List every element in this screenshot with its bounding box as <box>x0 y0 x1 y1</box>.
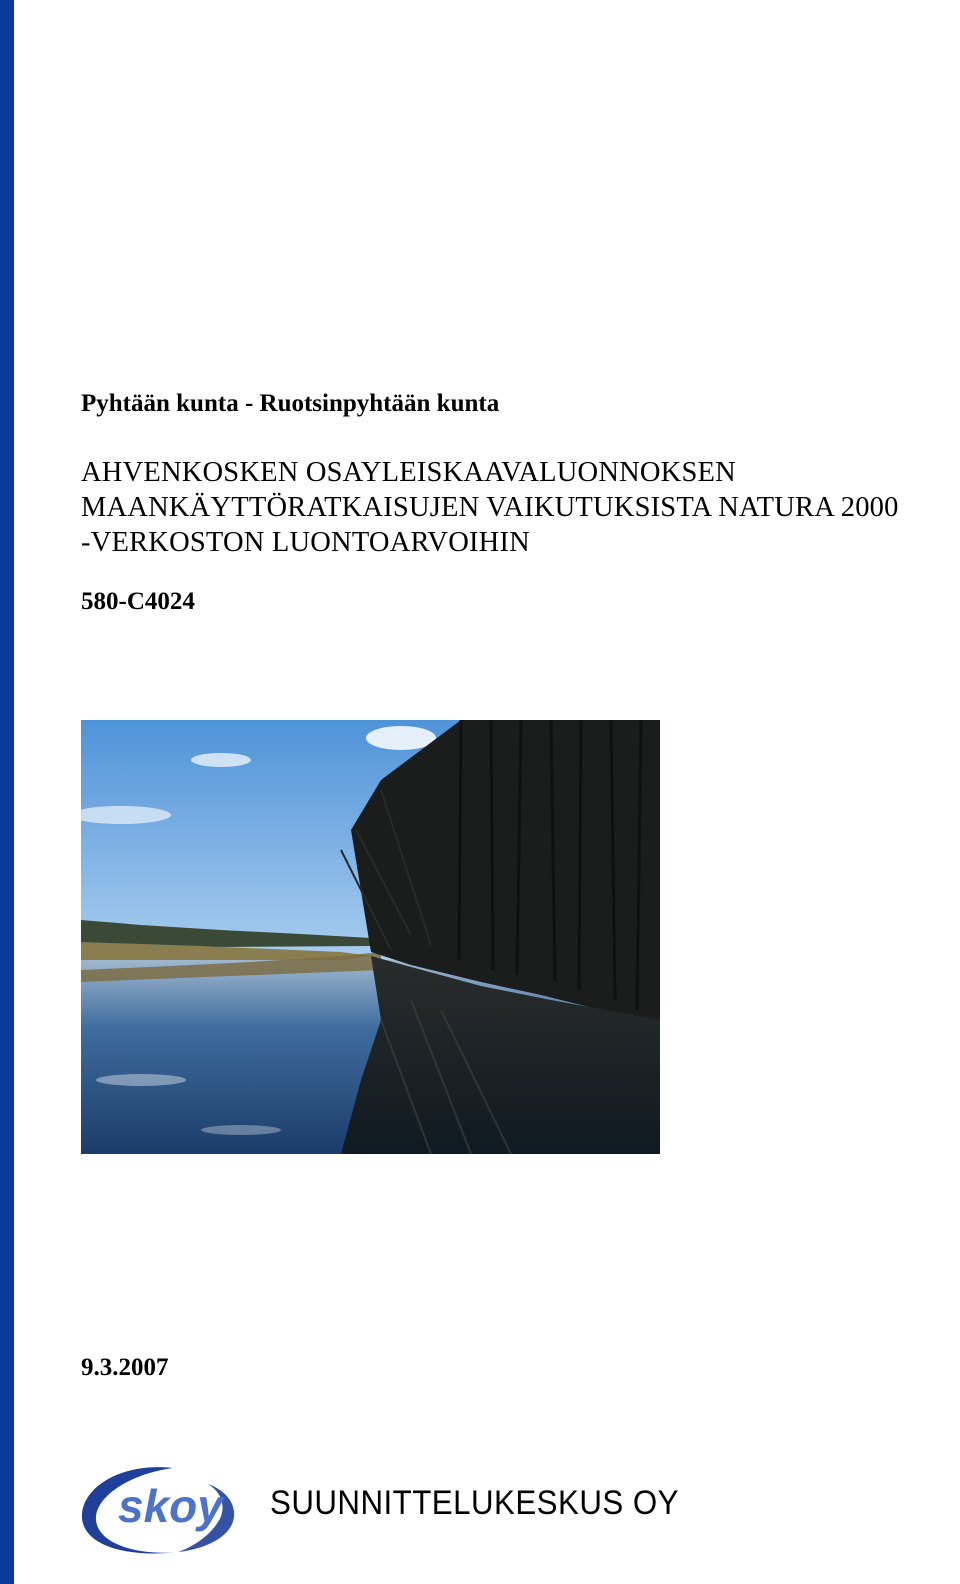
municipality-subtitle: Pyhtään kunta - Ruotsinpyhtään kunta <box>81 390 500 417</box>
report-code: 580-C4024 <box>81 588 195 615</box>
side-accent-bar <box>0 0 14 1584</box>
company-name: SUUNNITTELUKESKUS OY <box>270 1484 679 1522</box>
skoy-logo <box>78 1460 238 1560</box>
river-landscape-photo <box>81 720 660 1154</box>
title-line-2: MAANKÄYTTÖRATKAISUJEN VAIKUTUKSISTA NATURA 2000 <box>81 492 899 523</box>
report-date: 9.3.2007 <box>81 1354 169 1381</box>
report-title <box>81 455 899 560</box>
title-line-1: AHVENKOSKEN OSAYLEISKAAVALUONNOKSEN <box>81 457 736 488</box>
logo-wordmark: skoy <box>118 1480 223 1532</box>
title-line-3: -VERKOSTON LUONTOARVOIHIN <box>81 527 530 558</box>
